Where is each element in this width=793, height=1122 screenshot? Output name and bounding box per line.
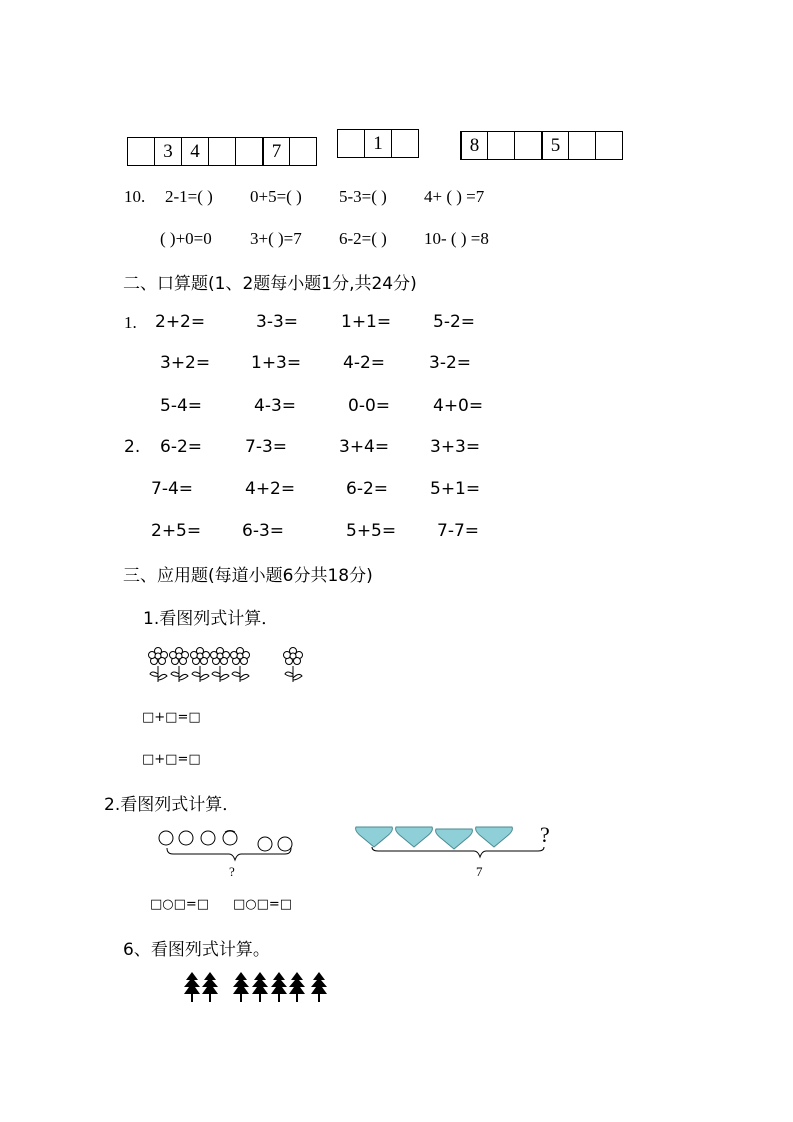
- grid-b-cell: 1: [365, 130, 392, 157]
- number-grid-a: [127, 137, 317, 166]
- oral-item: 4+0=: [433, 396, 484, 416]
- oral-item: 4-2=: [343, 353, 386, 373]
- grid-a-cell: [236, 138, 263, 165]
- oral-item: 0-0=: [348, 396, 391, 416]
- brace-label-left: ?: [229, 864, 235, 879]
- flower-icon: [231, 648, 250, 683]
- circle-icon: [223, 831, 237, 845]
- flower-icon: [149, 648, 168, 683]
- grid-c-cell: 5: [542, 132, 569, 159]
- oral-item: 5+5=: [346, 521, 397, 541]
- oral-item: 4+2=: [245, 479, 296, 499]
- brace-label-right: 7: [476, 864, 483, 879]
- grid-a-cell: 3: [155, 138, 182, 165]
- tree-icon: [252, 972, 268, 1002]
- q10-item: 0+5=( ): [250, 187, 302, 206]
- oral-item: 2+2=: [155, 312, 206, 332]
- circle-icon: [179, 831, 193, 845]
- q10-item: 10- ( ) =8: [424, 229, 489, 248]
- heart-icon: [396, 827, 433, 847]
- oral-item: 7-7=: [437, 521, 480, 541]
- hearts-illustration: [352, 823, 552, 863]
- heart-icon: [356, 827, 393, 847]
- oral-item: 1+1=: [341, 312, 392, 332]
- grid-b-cell: [338, 130, 365, 157]
- problem2-formula: □○□=□: [233, 897, 293, 912]
- problem6-title: 6、看图列式计算。: [123, 940, 270, 960]
- tree-icon: [271, 972, 287, 1002]
- oral-item: 4-3=: [254, 396, 297, 416]
- tree-icon: [289, 972, 305, 1002]
- oral-item: 6-2=: [346, 479, 389, 499]
- circle-icon: [201, 831, 215, 845]
- grid-a-cell: [128, 138, 155, 165]
- grid-c-cell: 8: [461, 132, 488, 159]
- question-mark: ?: [540, 822, 550, 847]
- oral-item: 1+3=: [251, 353, 302, 373]
- q10-item: 4+ ( ) =7: [424, 187, 485, 206]
- heart-icon: [476, 827, 513, 847]
- q10-item: 2-1=( ): [165, 187, 213, 206]
- q2-number: 2.: [124, 437, 141, 457]
- heart-icon: [436, 829, 473, 849]
- number-grid-c: [460, 131, 623, 160]
- grid-b-cell: [392, 130, 419, 157]
- oral-item: 7-3=: [245, 437, 288, 457]
- grid-c-cell: [596, 132, 623, 159]
- oral-item: 3-3=: [256, 312, 299, 332]
- grid-a-cell: [290, 138, 317, 165]
- oral-item: 5+1=: [430, 479, 481, 499]
- q10-item: ( )+0=0: [160, 229, 212, 248]
- tree-icon: [184, 972, 200, 1002]
- tree-icon: [311, 972, 327, 1002]
- problem1-title: 1.看图列式计算．: [143, 609, 279, 629]
- circles-illustration: [155, 828, 300, 880]
- tree-icon: [233, 972, 249, 1002]
- oral-item: 2+5=: [151, 521, 202, 541]
- grid-c-cell: [488, 132, 515, 159]
- q10-item: 6-2=( ): [339, 229, 387, 248]
- problem1-formula: □+□=□: [142, 752, 201, 767]
- oral-item: 3-2=: [429, 353, 472, 373]
- flower-icon: [191, 648, 210, 683]
- oral-item: 3+2=: [160, 353, 211, 373]
- q10-number: 10.: [124, 187, 146, 206]
- q10-item: 5-3=( ): [339, 187, 387, 206]
- oral-item: 3+3=: [430, 437, 481, 457]
- circle-icon: [159, 831, 173, 845]
- tree-icon: [202, 972, 218, 1002]
- oral-item: 5-4=: [160, 396, 203, 416]
- circle-icon: [258, 837, 272, 851]
- problem2-title: 2.看图列式计算．: [104, 795, 240, 815]
- number-grid-b: [337, 129, 419, 158]
- grid-c-cell: [515, 132, 542, 159]
- section2-heading: 二、口算题(1、2题每小题1分,共24分): [123, 274, 417, 294]
- oral-item: 5-2=: [433, 312, 476, 332]
- section3-heading: 三、应用题(每道小题6分共18分): [123, 566, 373, 586]
- circle-icon: [278, 837, 292, 851]
- q1-number: 1.: [124, 313, 137, 332]
- oral-item: 7-4=: [151, 479, 194, 499]
- problem2-formula: □○□=□: [150, 897, 210, 912]
- oral-item: 6-2=: [160, 437, 203, 457]
- grid-a-cell: 4: [182, 138, 209, 165]
- problem1-formula: □+□=□: [142, 710, 201, 725]
- flower-icon: [284, 648, 303, 683]
- flower-icon: [211, 648, 230, 683]
- oral-item: 6-3=: [242, 521, 285, 541]
- grid-a-cell: 7: [263, 138, 290, 165]
- oral-item: 3+4=: [339, 437, 390, 457]
- flower-icon: [170, 648, 189, 683]
- flowers-illustration: [145, 644, 315, 686]
- grid-c-cell: [569, 132, 596, 159]
- q10-item: 3+( )=7: [250, 229, 302, 248]
- trees-illustration: [180, 972, 335, 1004]
- grid-a-cell: [209, 138, 236, 165]
